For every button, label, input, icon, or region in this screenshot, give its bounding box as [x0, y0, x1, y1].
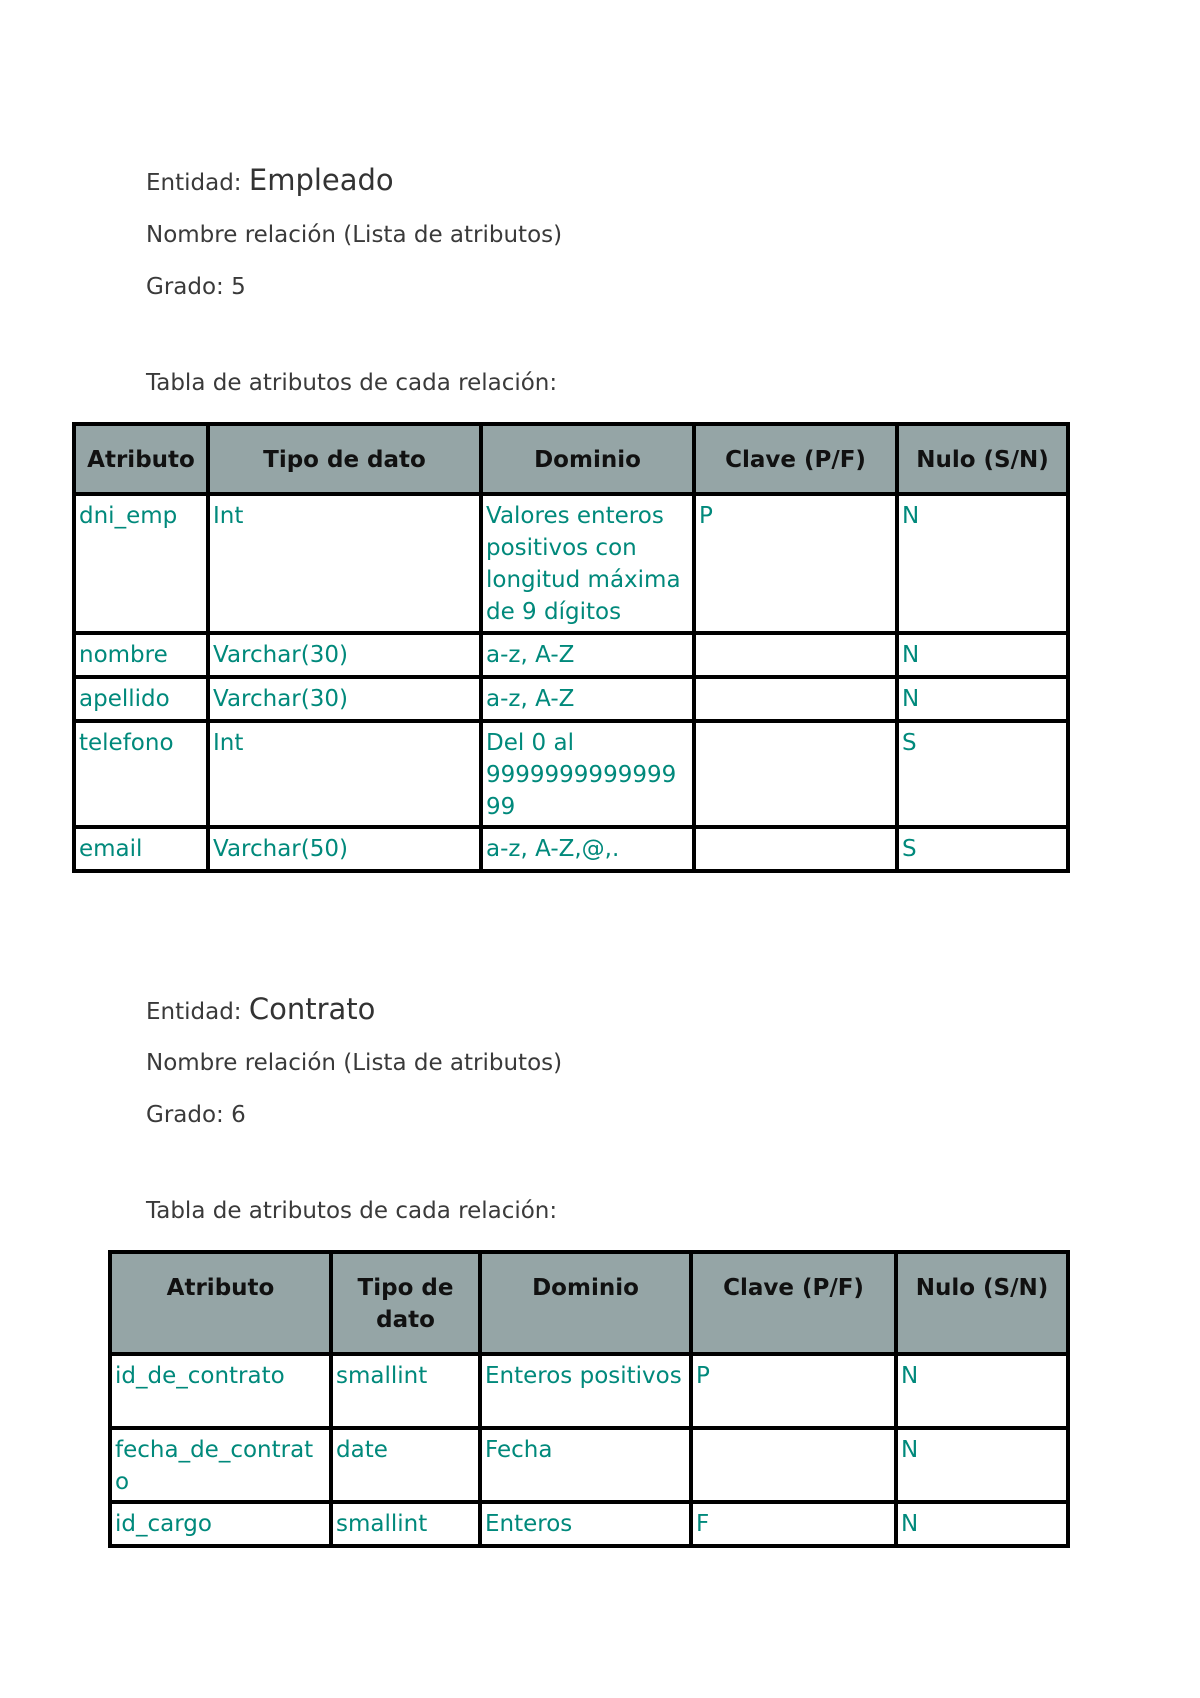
table-header-row — [110, 1252, 1068, 1354]
entity-heading — [146, 992, 375, 1026]
cell-dominio: Valores enteros positivos con longitud máxima de 9 dígitos — [481, 494, 694, 633]
header-nulo: Nulo (S/N) — [897, 424, 1068, 494]
cell-atributo: apellido — [74, 677, 208, 721]
cell-dominio: a-z, A-Z — [481, 677, 694, 721]
table-title: Tabla de atributos de cada relación: — [146, 370, 558, 396]
cell-tipo: smallint — [331, 1354, 480, 1428]
entity-label: Entidad: — [146, 999, 249, 1025]
table-row — [110, 1428, 1068, 1502]
cell-nulo: N — [896, 1502, 1068, 1546]
entity-name: Empleado — [248, 163, 394, 197]
cell-dominio: a-z, A-Z — [481, 633, 694, 677]
header-dominio: Dominio — [481, 424, 694, 494]
cell-atributo: email — [74, 827, 208, 871]
header-nulo: Nulo (S/N) — [896, 1252, 1068, 1354]
entity-label: Entidad: — [146, 170, 249, 196]
cell-tipo: Varchar(30) — [208, 677, 481, 721]
table-row — [74, 677, 1068, 721]
cell-atributo: id_cargo — [110, 1502, 331, 1546]
table-row — [110, 1354, 1068, 1428]
cell-clave: P — [694, 494, 897, 633]
cell-clave — [694, 827, 897, 871]
header-atributo: Atributo — [110, 1252, 331, 1354]
cell-tipo: Varchar(30) — [208, 633, 481, 677]
header-clave: Clave (P/F) — [691, 1252, 896, 1354]
header-dominio: Dominio — [480, 1252, 691, 1354]
relation-name-line: Nombre relación (Lista de atributos) — [146, 1050, 563, 1076]
table-title: Tabla de atributos de cada relación: — [146, 1198, 558, 1224]
table-row — [74, 827, 1068, 871]
cell-nulo: N — [897, 494, 1068, 633]
grado-line: Grado: 6 — [146, 1102, 246, 1128]
cell-nulo: N — [897, 677, 1068, 721]
cell-tipo: date — [331, 1428, 480, 1502]
cell-dominio: Fecha — [480, 1428, 691, 1502]
cell-atributo: nombre — [74, 633, 208, 677]
cell-dominio: Del 0 al 999999999999999 — [481, 721, 694, 827]
cell-dominio: a-z, A-Z,@,. — [481, 827, 694, 871]
header-atributo: Atributo — [74, 424, 208, 494]
cell-nulo: N — [896, 1354, 1068, 1428]
grado-line: Grado: 5 — [146, 274, 246, 300]
table-row — [110, 1502, 1068, 1546]
cell-clave — [694, 633, 897, 677]
entity-heading — [146, 163, 394, 197]
header-tipo-de-dato: Tipo de dato — [331, 1252, 480, 1354]
cell-tipo: Int — [208, 494, 481, 633]
cell-atributo: dni_emp — [74, 494, 208, 633]
header-clave: Clave (P/F) — [694, 424, 897, 494]
entity-name: Contrato — [248, 992, 376, 1026]
cell-clave — [694, 721, 897, 827]
header-tipo-de-dato: Tipo de dato — [208, 424, 481, 494]
cell-clave: P — [691, 1354, 896, 1428]
cell-dominio: Enteros positivos — [480, 1354, 691, 1428]
attributes-table — [72, 422, 1070, 873]
cell-atributo: id_de_contrato — [110, 1354, 331, 1428]
table-row — [74, 494, 1068, 633]
cell-tipo: Varchar(50) — [208, 827, 481, 871]
cell-nulo: S — [897, 827, 1068, 871]
cell-tipo: Int — [208, 721, 481, 827]
cell-atributo: fecha_de_contrato — [110, 1428, 331, 1502]
relation-name-line: Nombre relación (Lista de atributos) — [146, 222, 563, 248]
cell-atributo: telefono — [74, 721, 208, 827]
attributes-table — [108, 1250, 1070, 1548]
table-row — [74, 633, 1068, 677]
cell-dominio: Enteros — [480, 1502, 691, 1546]
table-row — [74, 721, 1068, 827]
cell-clave — [694, 677, 897, 721]
cell-tipo: smallint — [331, 1502, 480, 1546]
cell-clave: F — [691, 1502, 896, 1546]
cell-clave — [691, 1428, 896, 1502]
cell-nulo: S — [897, 721, 1068, 827]
table-header-row — [74, 424, 1068, 494]
cell-nulo: N — [896, 1428, 1068, 1502]
cell-nulo: N — [897, 633, 1068, 677]
